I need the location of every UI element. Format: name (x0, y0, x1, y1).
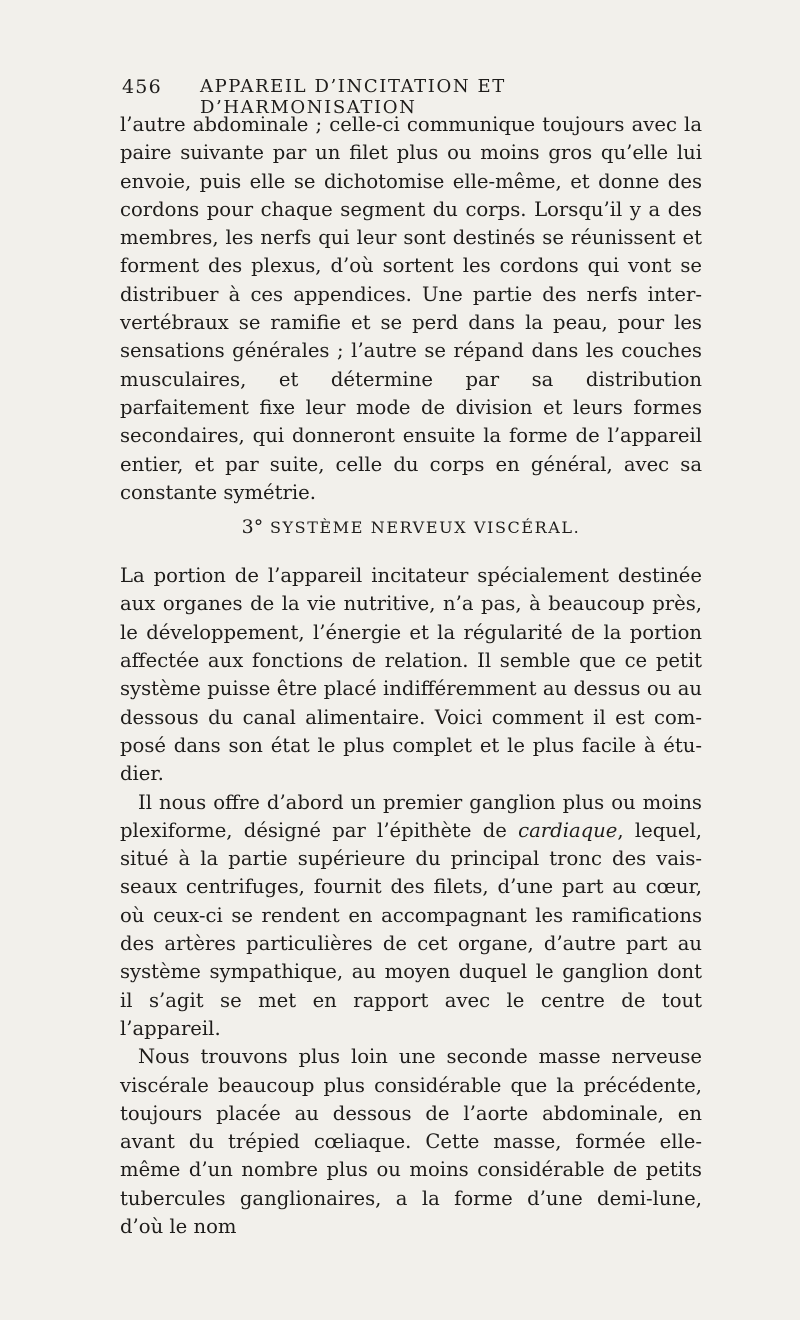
paragraph-3-start: Il nous offre d’abord un premier ganglion plus ou moins plexiforme, désigné par l’épithète de (120, 790, 702, 842)
section-title: SYSTÈME NERVEUX VISCÉRAL. (269, 518, 581, 538)
paragraph-3-italic-term: cardiaque (518, 818, 618, 842)
paragraph-3 (120, 789, 702, 1044)
section-number: 3° (241, 516, 264, 539)
section-heading (120, 513, 702, 542)
running-head (122, 76, 702, 118)
body-text (120, 111, 702, 1241)
running-title: APPAREIL D’INCITATION ET D’HARMONISATION (200, 76, 506, 118)
paragraph-3-end: , lequel, situé à la partie supérieure du principal tronc des vais-seaux centrifuges, fournit des filets, d’une part au cœur, où ceux-ci se rendent en accompagnant les ramifications des artères particulières de cet organe, d’autre part au système sympathique, au moyen duquel le ganglion dont il s’agit se met en rapport avec le centre de tout l’appareil. (120, 818, 702, 1040)
paragraph-2: La portion de l’appareil incitateur spécialement destinée aux organes de la vie nutritive, n’a pas, à beaucoup près, le développement, l’énergie et la régularité de la portion affectée aux fonctions de relation. Il semble que ce petit système puisse être placé indifféremment au dessus ou au dessous du canal alimentaire. Voici comment il est com-posé dans son état le plus complet et le plus facile à étu-dier. (120, 564, 702, 786)
page-number: 456 (122, 76, 162, 98)
paragraph-4: Nous trouvons plus loin une seconde masse nerveuse viscérale beaucoup plus considérable que la précédente, toujours placée au dessous de l’aorte abdominale, en avant du trépied cœliaque. Cette masse, formée elle-même d’un nombre plus ou moins considérable de petits tubercules ganglionaires, a la forme d’une demi-lune, d’où le nom (120, 1045, 702, 1238)
paragraph-1: l’autre abdominale ; celle-ci communique toujours avec la paire suivante par un filet plus ou moins gros qu’elle lui envoie, puis elle se dichotomise elle-même, et donne des cordons pour chaque segment du corps. Lorsqu’il y a des membres, les nerfs qui leur sont destinés se réunissent et forment des plexus, d’où sortent les cordons qui vont se distribuer à ces appendices. Une partie des nerfs inter-vertébraux se ramifie et se perd dans la peau, pour les sensations générales ; l’autre se répand dans les couches musculaires, et détermine par sa distribution parfaitement fixe leur mode de division et leurs formes secondaires, qui donneront ensuite la forme de l’appareil entier, et par suite, celle du corps en général, avec sa constante symétrie. (120, 113, 702, 504)
